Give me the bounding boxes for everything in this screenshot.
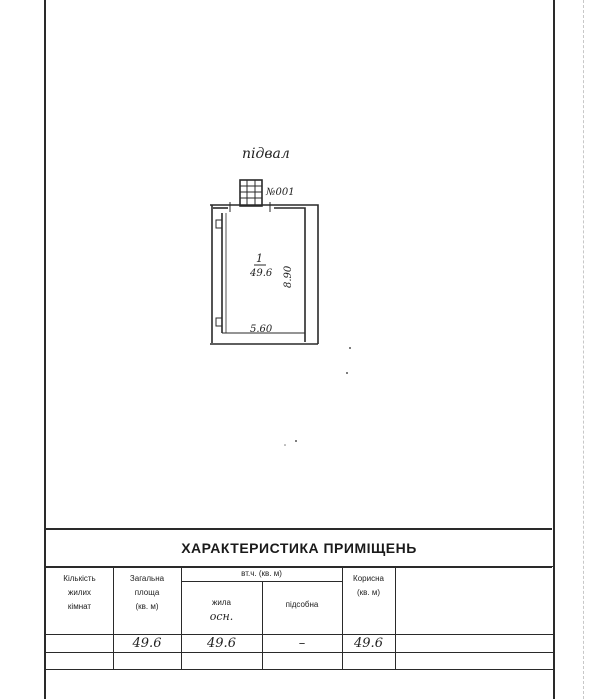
- header-line: площа: [134, 588, 160, 597]
- dimension-height: 8.90: [283, 265, 294, 288]
- header-auxiliary: підсобна: [285, 600, 319, 609]
- header-living: [181, 596, 262, 624]
- value-auxiliary: –: [298, 636, 306, 651]
- header-line: кімнат: [67, 602, 92, 611]
- room-number: 1: [256, 252, 263, 265]
- table-line: [46, 652, 553, 653]
- value-total-area: 49.6: [132, 636, 162, 651]
- header-line: жила: [212, 598, 231, 607]
- door-label: №001: [266, 187, 295, 198]
- table-line: [46, 634, 553, 635]
- table-line: [46, 669, 553, 670]
- value-useful: 49.6: [354, 636, 383, 651]
- table-line: [395, 566, 396, 669]
- header-rooms-count: [46, 572, 113, 614]
- header-line: жилих: [68, 588, 91, 597]
- header-line: Загальна: [129, 574, 165, 583]
- value-living: 49.6: [207, 636, 236, 651]
- header-line: Кількість: [63, 574, 96, 583]
- room-area: 49.6: [250, 268, 273, 279]
- header-line: (кв. м): [135, 602, 159, 611]
- floor-label: підвал: [242, 146, 290, 162]
- header-line: Корисна: [353, 574, 384, 583]
- header-line: осн.: [209, 610, 234, 623]
- header-useful: [342, 572, 395, 600]
- table-line: [262, 581, 263, 669]
- table-title: ХАРАКТЕРИСТИКА ПРИМІЩЕНЬ: [46, 528, 552, 568]
- header-including-group: вт.ч. (кв. м): [241, 569, 282, 578]
- header-total-area: [113, 572, 181, 614]
- dimension-width: 5.60: [250, 324, 273, 335]
- header-line: (кв. м): [356, 588, 381, 597]
